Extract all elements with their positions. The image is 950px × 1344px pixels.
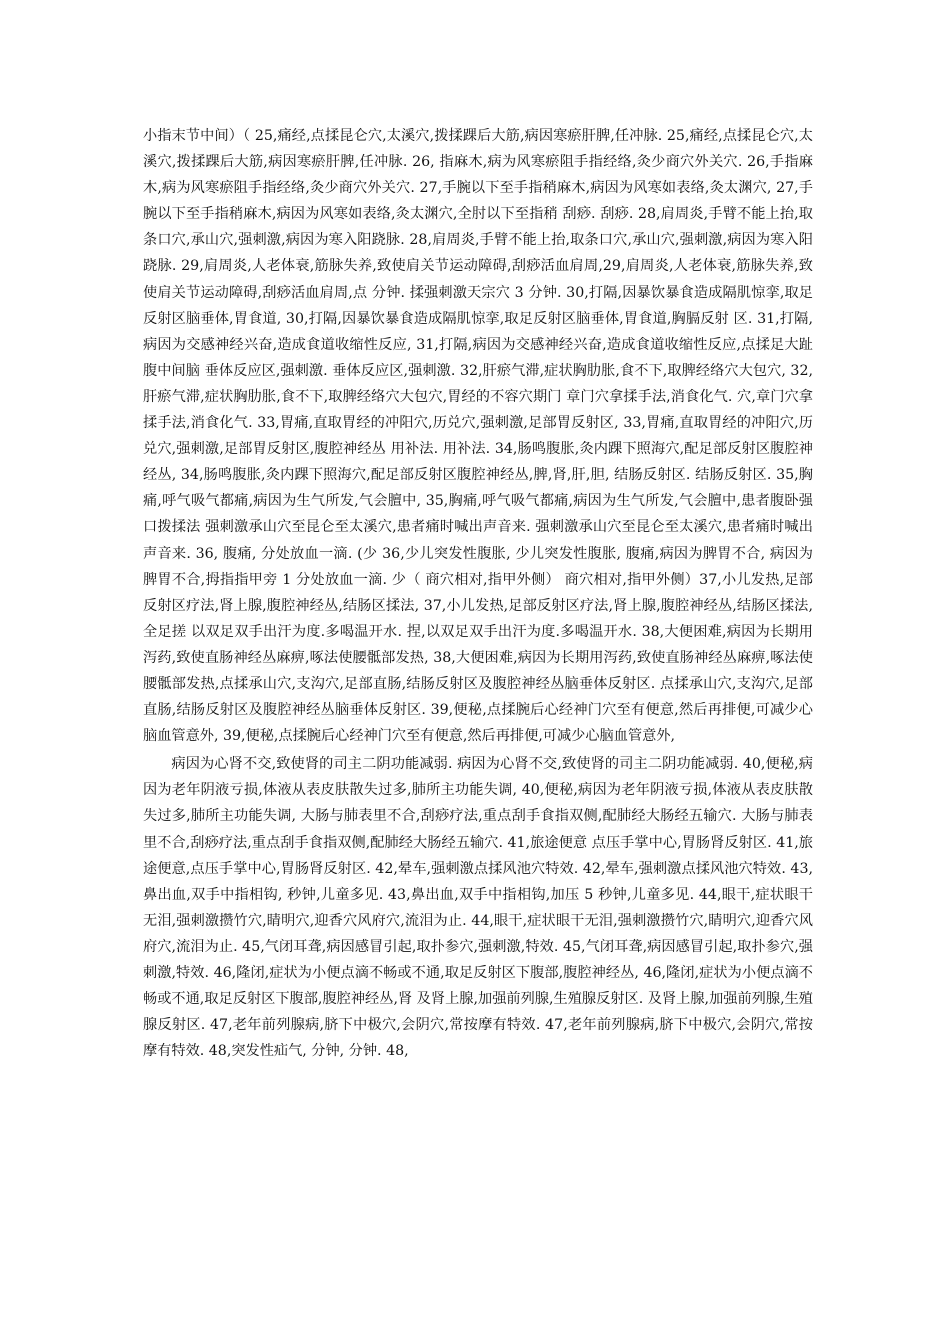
paragraph-1: 小指末节中间）（ 25,痛经,点揉昆仑穴,太溪穴,拨揉踝后大筋,病因寒瘀肝脾,任冲脉. 25,痛经,点揉昆仑穴,太溪穴,拨揉踝后大筋,病因寒瘀肝脾,任冲脉. 26, 指麻木,病为风寒瘀阻手指经络,灸少商穴外关穴. 26,手指麻木,病为风寒瘀阻手指经络,灸少商穴外关穴. 27,手腕以下至手指稍麻木,病因为风寒如表络,灸太渊穴, 27,手腕以下至手指稍麻木,病因为风寒如表络,灸太渊穴,全肘以下至指稍 刮痧. 刮痧. 28,肩周炎,手臂不能上抬,取条口穴,承山穴,强刺激,病因为寒入阳跷脉. 28,肩周炎,手臂不能上抬,取条口穴,承山穴,强刺激,病因为寒入阳跷脉. 29,肩周炎,人老体衰,筋脉失养,致使肩关节运动障碍,刮痧活血肩周,29,肩周炎,人老体衰,筋脉失养,致使肩关节运动障碍,刮痧活血肩周,点 分钟. 揉强刺激天宗穴 3 分钟. 30,打隔,因暴饮暴食造成隔肌惊挛,取足反射区脑垂体,胃食道, 30,打隔,因暴饮暴食造成隔肌惊挛,取足反射区脑垂体,胃食道,胸膈反射 区. 31,打隔,病因为交感神经兴奋,造成食道收缩性反应, 31,打隔,病因为交感神经兴奋,造成食道收缩性反应,点揉足大趾腹中间脑 垂体反应区,强刺激. 垂体反应区,强刺激. 32,肝瘀气滞,症状胸肋胀,食不下,取脾经络穴大包穴, 32,肝瘀气滞,症状胸肋胀,食不下,取脾经络穴大包穴,胃经的不容穴期门 章门穴拿揉手法,消食化气. 穴,章门穴拿揉手法,消食化气. 33,胃痛,直取胃经的冲阳穴,历兑穴,强刺激,足部胃反射区, 33,胃痛,直取胃经的冲阳穴,历兑穴,强刺激,足部胃反射区,腹腔神经丛 用补法. 用补法. 34,肠鸣腹胀,灸内踝下照海穴,配足部反射区腹腔神经丛, 34,肠鸣腹胀,灸内踝下照海穴,配足部反射区腹腔神经丛,脾,肾,肝,胆, 结肠反射区. 结肠反射区. 35,胸痛,呼气吸气都痛,病因为生气所发,气会膻中, 35,胸痛,呼气吸气都痛,病因为生气所发,气会膻中,患者腹卧强口拨揉法 强刺激承山穴至昆仑至太溪穴,患者痛时喊出声音来. 强刺激承山穴至昆仑至太溪穴,患者痛时喊出声音来. 36, 腹痛, 分处放血一滴. (少 36,少儿突发性腹胀, 少儿突发性腹胀, 腹痛,病因为脾胃不合, 病因为脾胃不合,拇指指甲旁 1 分处放血一滴. 少（ 商穴相对,指甲外侧） 商穴相对,指甲外侧）37,小儿发热,足部反射区疗法,肾上腺,腹腔神经丛,结肠区揉法, 37,小儿发热,足部反射区疗法,肾上腺,腹腔神经丛,结肠区揉法,全足搓 以双足双手出汗为度.多喝温开水. 捏,以双足双手出汗为度.多喝温开水. 38,大便困难,病因为长期用泻药,致使直肠神经丛麻痹,啄法使腰骶部发热, 38,大便困难,病因为长期用泻药,致使直肠神经丛麻痹,啄法使腰骶部发热,点揉承山穴,支沟穴,足部直肠,结肠反射区及腹腔神经丛脑垂体反射区. 点揉承山穴,支沟穴,足部直肠,结肠反射区及腹腔神经丛脑垂体反射区. 39,便秘,点揉腕后心经神门穴至有便意,然后再排便,可减少心脑血管意外, 39,便秘,点揉腕后心经神门穴至有便意,然后再排便,可减少心脑血管意外,: [143, 128, 813, 745]
paragraph-2: 病因为心肾不交,致使肾的司主二阴功能减弱. 病因为心肾不交,致使肾的司主二阴功能减弱. 40,便秘,病因为老年阴液亏损,体液从表皮肤散失过多,肺所主功能失调, 40,便秘,病因为老年阴液亏损,体液从表皮肤散失过多,肺所主功能失调, 大肠与肺表里不合,刮痧疗法,重点刮手食指双侧,配肺经大肠经五输穴. 大肠与肺表里不合,刮痧疗法,重点刮手食指双侧,配肺经大肠经五输穴. 41,旅途便意 点压手掌中心,胃肠肾反射区. 41,旅途便意,点压手掌中心,胃肠肾反射区. 42,晕车,强刺激点揉风池穴特效. 42,晕车,强刺激点揉风池穴特效. 43,鼻出血,双手中指相钩, 秒钟,儿童多见. 43,鼻出血,双手中指相钩,加压 5 秒钟,儿童多见. 44,眼干,症状眼干无泪,强刺激攒竹穴,睛明穴,迎香穴风府穴,流泪为止. 44,眼干,症状眼干无泪,强刺激攒竹穴,睛明穴,迎香穴风府穴,流泪为止. 45,气闭耳聋,病因感冒引起,取扑参穴,强刺激,特效. 45,气闭耳聋,病因感冒引起,取扑参穴,强刺激,特效. 46,隆闭,症状为小便点滴不畅或不通,取足反射区下腹部,腹腔神经丛, 46,隆闭,症状为小便点滴不畅或不通,取足反射区下腹部,腹腔神经丛,肾 及肾上腺,加强前列腺,生殖腺反射区. 及肾上腺,加强前列腺,生殖腺反射区. 47,老年前列腺病,脐下中极穴,会阴穴,常按摩有特效. 47,老年前列腺病,脐下中极穴,会阴穴,常按摩有特效. 48,突发性疝气, 分钟, 分钟. 48,: [143, 756, 813, 1060]
document-body: [143, 123, 813, 1064]
